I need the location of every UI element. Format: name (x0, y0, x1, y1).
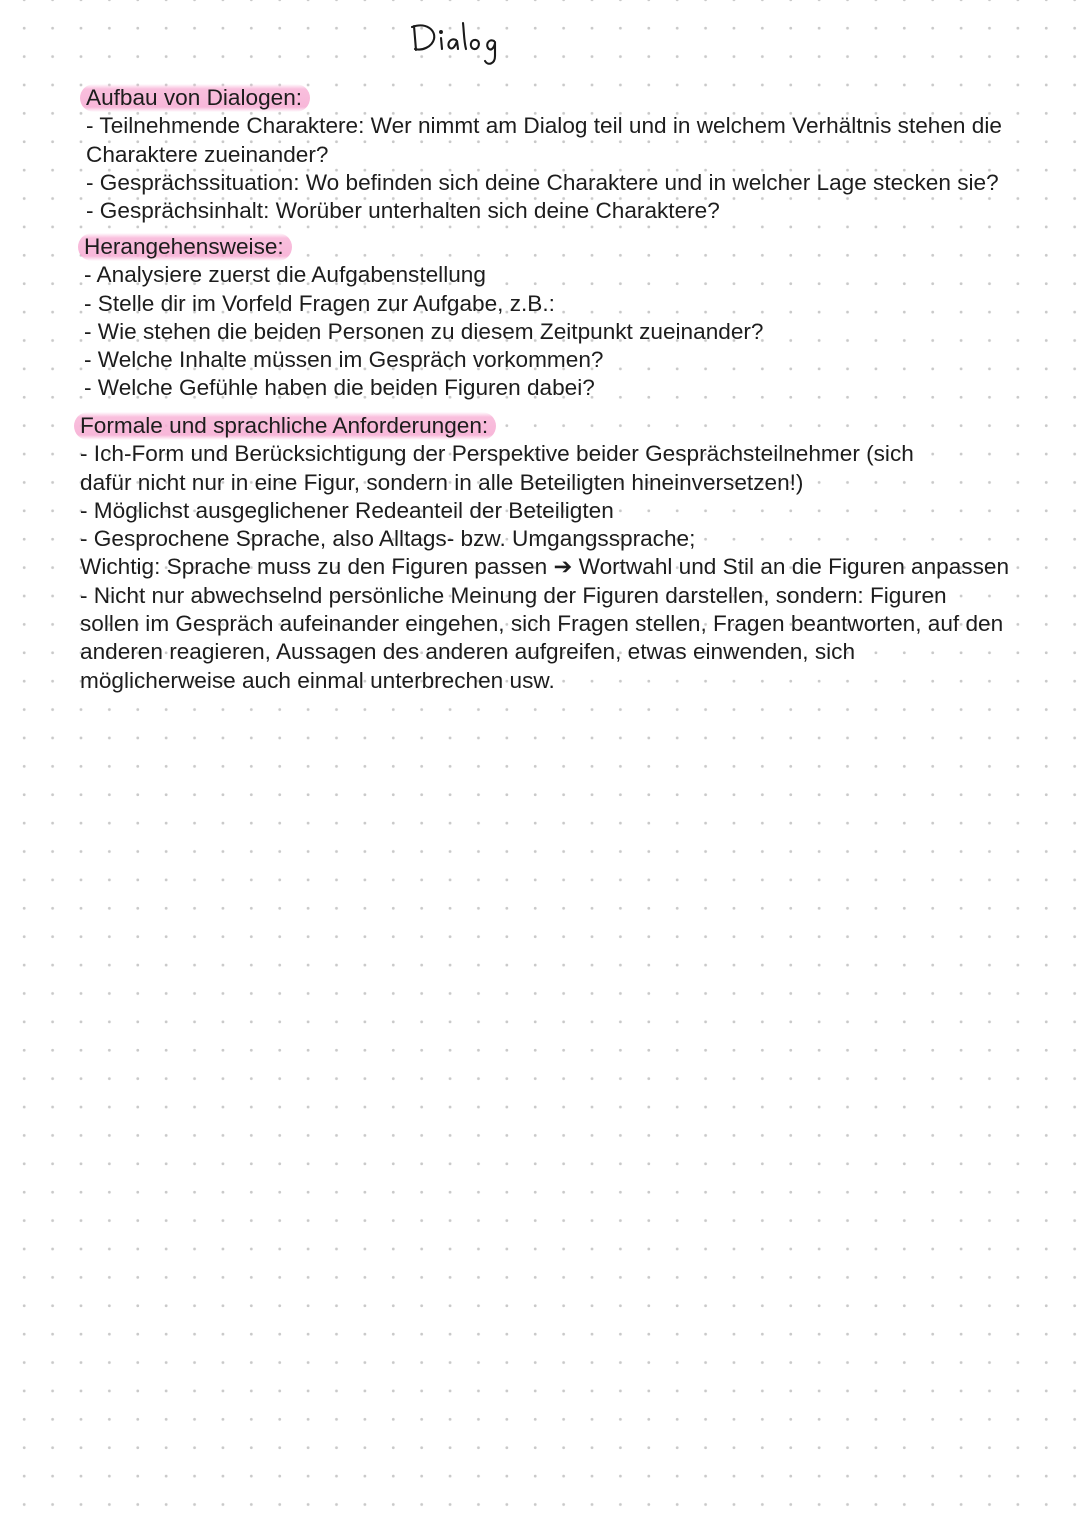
section-heading: Formale und sprachliche Anforderungen: (74, 412, 496, 440)
text-line: - Wie stehen die beiden Personen zu diesem Zeitpunkt zueinander? (84, 318, 764, 344)
text-line: - Teilnehmende Charaktere: Wer nimmt am Dialog teil und in welchem Verhältnis stehen die (86, 113, 1002, 139)
text-line: - Gesprochene Sprache, also Alltags- bzw. Umgangssprache; (80, 526, 696, 552)
text-line: - Analysiere zuerst die Aufgabenstellung (84, 262, 486, 288)
text-line: - Gesprächssituation: Wo befinden sich deine Charaktere und in welcher Lage stecken sie? (86, 169, 999, 195)
text-line: - Nicht nur abwechselnd persönliche Meinung der Figuren darstellen, sondern: Figuren (80, 582, 947, 608)
section-heading: Aufbau von Dialogen: (80, 84, 310, 112)
text-line: - Möglichst ausgeglichener Redeanteil der Beteiligten (80, 497, 614, 523)
text-line: - Ich-Form und Berücksichtigung der Perspektive beider Gesprächsteilnehmer (sich (80, 441, 914, 467)
section-herangehensweise (84, 233, 763, 403)
text-line: - Welche Inhalte müssen im Gespräch vorkommen? (84, 347, 604, 373)
text-line: - Gesprächsinhalt: Worüber unterhalten sich deine Charaktere? (86, 198, 720, 224)
section-aufbau (86, 84, 1002, 225)
handwritten-title (404, 14, 524, 70)
text-line: möglicherweise auch einmal unterbrechen usw. (80, 667, 555, 693)
text-line: anderen reagieren, Aussagen des anderen aufgreifen, etwas einwenden, sich (80, 639, 856, 665)
text-line: Charaktere zueinander? (86, 141, 329, 167)
text-line: Wichtig: Sprache muss zu den Figuren passen ➔ Wortwahl und Stil an die Figuren anpassen (80, 554, 1010, 580)
section-heading: Herangehensweise: (78, 233, 292, 261)
text-line: dafür nicht nur in eine Figur, sondern in alle Beteiligten hineinversetzen!) (80, 469, 804, 495)
text-line: sollen im Gespräch aufeinander eingehen, sich Fragen stellen, Fragen beantworten, auf den (80, 611, 1004, 637)
handwritten-title-drawing (404, 14, 524, 70)
section-anforderungen (80, 412, 1009, 695)
text-line: - Welche Gefühle haben die beiden Figuren dabei? (84, 375, 595, 401)
text-line: - Stelle dir im Vorfeld Fragen zur Aufgabe, z.B.: (84, 290, 555, 316)
